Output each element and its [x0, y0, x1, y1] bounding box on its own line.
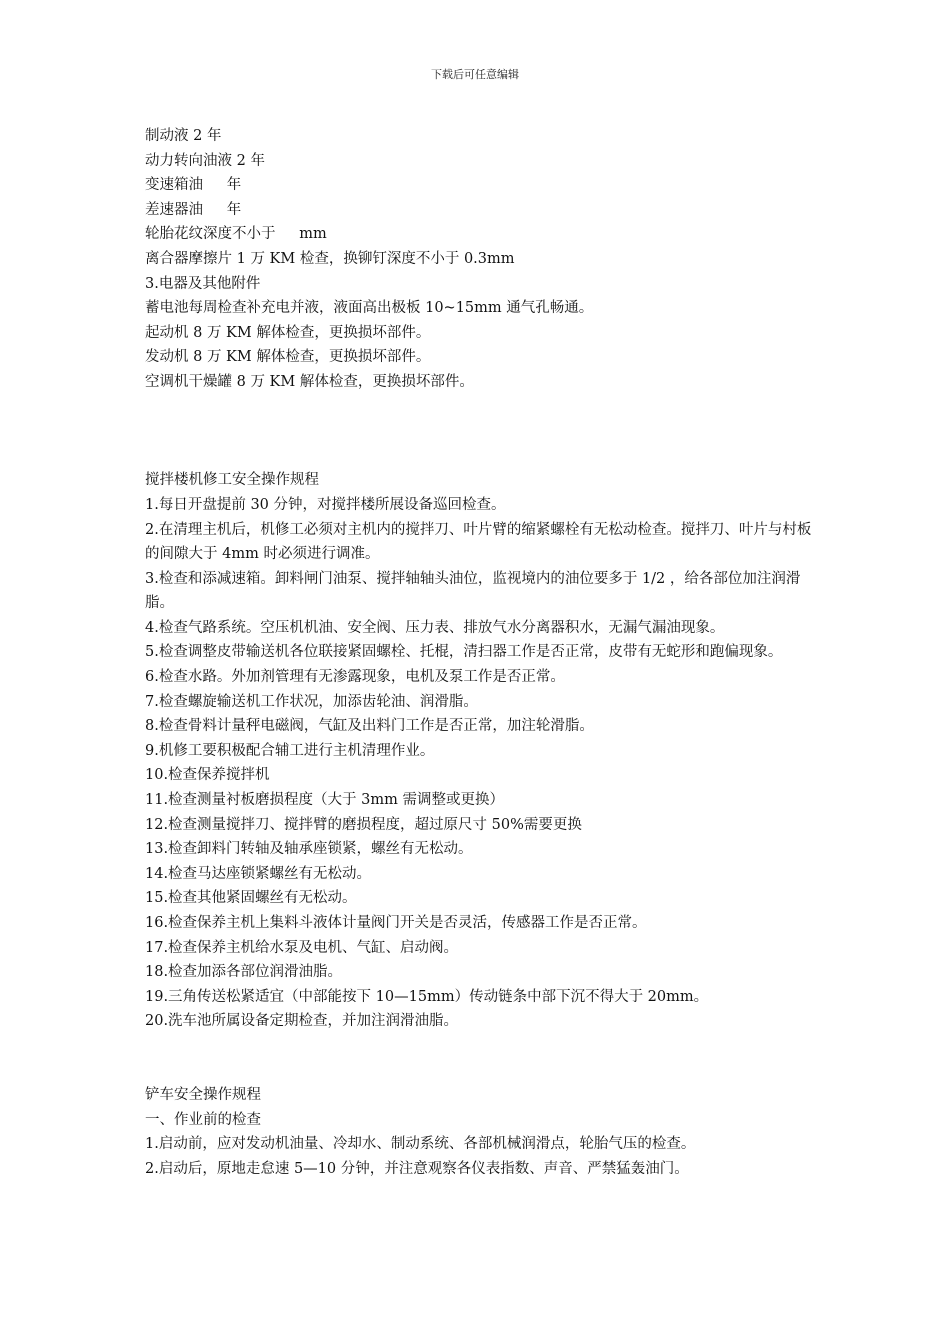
list-item: 18.检查加添各部位润滑油脂。: [145, 964, 343, 981]
list-item: 17.检查保养主机给水泵及电机、气缸、启动阀。: [145, 939, 459, 956]
text-line: 变速箱油 年: [145, 177, 242, 194]
section-subtitle: 一、作业前的检查: [145, 1111, 261, 1128]
list-item: 20.洗车池所属设备定期检查，并加注润滑油脂。: [145, 1013, 459, 1030]
section-title: 铲车安全操作规程: [145, 1087, 261, 1104]
list-item: 6.检查水路。外加剂管理有无渗露现象，电机及泵工作是否正常。: [145, 669, 565, 686]
list-item: 8.检查骨料计量秤电磁阀，气缸及出料门工作是否正常，加注轮滑脂。: [145, 718, 594, 735]
document-body: [145, 124, 813, 1182]
text-line: 发动机 8 万 KM 解体检查，更换损坏部件。: [145, 349, 431, 366]
list-item: 3.检查和添减速箱。卸料闸门油泵、搅拌轴轴头油位，监视境内的油位要多于 1/2 ，给各部位加注润滑脂。: [145, 570, 801, 612]
list-item: 1.每日开盘提前 30 分钟，对搅拌楼所展设备巡回检查。: [145, 496, 506, 513]
text-line: 起动机 8 万 KM 解体检查，更换损坏部件。: [145, 324, 431, 341]
list-item: 10.检查保养搅拌机: [145, 767, 270, 784]
list-item: 1.启动前，应对发动机油量、冷却水、制动系统、各部机械润滑点，轮胎气压的检查。: [145, 1136, 696, 1153]
section-title: 搅拌楼机修工安全操作规程: [145, 472, 319, 489]
list-item: 15.检查其他紧固螺丝有无松动。: [145, 890, 357, 907]
list-item: 19.三角传送松紧适宜（中部能按下 10—15mm）传动链条中部下沉不得大于 20mm。: [145, 988, 709, 1005]
text-line: 空调机干燥罐 8 万 KM 解体检查，更换损坏部件。: [145, 373, 474, 390]
list-item: 9.机修工要积极配合辅工进行主机清理作业。: [145, 742, 435, 759]
page-header: 下载后可任意编辑: [431, 68, 519, 81]
section-maintenance-intervals: [145, 124, 813, 395]
list-item: 4.检查气路系统。空压机机油、安全阀、压力表、排放气水分离器积水，无漏气漏油现象。: [145, 619, 725, 636]
list-item: 7.检查螺旋输送机工作状况，加添齿轮油、润滑脂。: [145, 693, 478, 710]
section-loader-rules: [145, 1083, 813, 1181]
text-line: 制动液 2 年: [145, 128, 222, 144]
text-line: 差速器油 年: [145, 201, 242, 218]
text-line: 轮胎花纹深度不小于 mm: [145, 226, 327, 243]
text-line: 动力转向油液 2 年: [145, 152, 265, 169]
text-line: 3.电器及其他附件: [145, 275, 261, 292]
list-item: 13.检查卸料门转轴及轴承座锁紧，螺丝有无松动。: [145, 841, 473, 858]
list-item: 2.启动后，原地走怠速 5—10 分钟，并注意观察各仪表指数、声音、严禁猛轰油门。: [145, 1160, 689, 1177]
list-item: 12.检查测量搅拌刀、搅拌臂的磨损程度，超过原尺寸 50%需要更换: [145, 816, 582, 833]
text-line: 蓄电池每周检查补充电并液，液面高出极板 10~15mm 通气孔畅通。: [145, 300, 594, 317]
list-item: 14.检查马达座锁紧螺丝有无松动。: [145, 865, 372, 882]
list-item: 11.检查测量衬板磨损程度（大于 3mm 需调整或更换）: [145, 792, 505, 809]
list-item: 16.检查保养主机上集料斗液体计量阀门开关是否灵活，传感器工作是否正常。: [145, 915, 647, 931]
list-item: 5.检查调整皮带输送机各位联接紧固螺栓、托棍，清扫器工作是否正常，皮带有无蛇形和跑偏现象。: [145, 644, 783, 661]
list-item: 2.在清理主机后，机修工必须对主机内的搅拌刀、叶片臂的缩紧螺栓有无松动检查。搅拌刀、叶片与村板的间隙大于 4mm 时必须进行调准。: [145, 521, 812, 563]
text-line: 离合器摩擦片 1 万 KM 检查，换铆钉深度不小于 0.3mm: [145, 250, 515, 267]
section-mixing-plant-rules: [145, 468, 813, 1034]
